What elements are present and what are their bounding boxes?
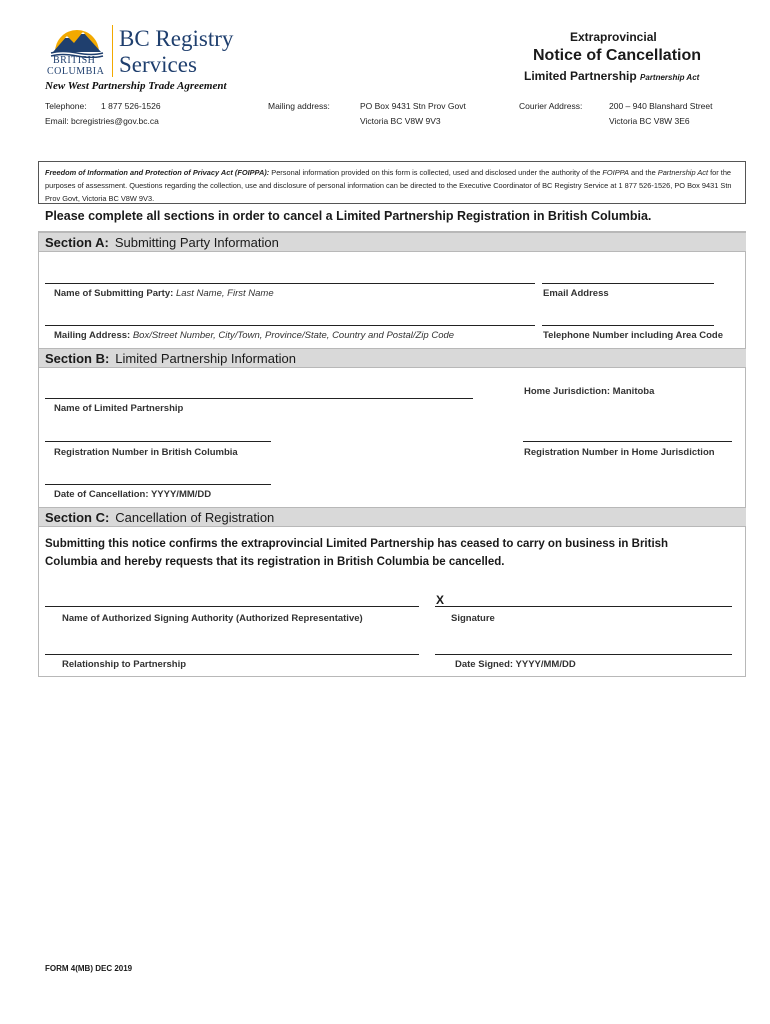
submitting-party-name-field[interactable] [45,283,535,284]
foippa-partnership-act: Partnership Act [657,168,709,177]
mailing-address-label: Mailing address: [268,101,330,111]
telephone-value: 1 877 526-1526 [101,101,161,111]
email-address-field[interactable] [542,283,714,284]
submitting-party-name-label [54,288,274,299]
instruction-text: Please complete all sections in order to cancel a Limited Partnership Registration in British Columbia. [45,209,652,223]
bc-registration-number-field[interactable] [45,441,271,442]
cancellation-date-field[interactable] [45,484,271,485]
bc-sun-mountain-icon [47,22,107,58]
telephone-number-label: Telephone Number including Area Code [543,330,723,341]
section-b-code: Section B: [45,351,110,366]
foippa-text2: and the [631,168,656,177]
section-c-header [39,507,746,527]
form-title: Notice of Cancellation [533,47,702,64]
form-subtitle-act: Partnership Act [640,73,700,82]
submitting-party-name-label-text: Name of Submitting Party: [54,288,174,299]
section-b-title: Limited Partnership Information [115,351,296,366]
section-c-code: Section C: [45,510,110,525]
logo-brand-line1: BC Registry [119,26,234,51]
home-registration-number-field[interactable] [523,441,732,442]
home-jurisdiction-label: Home Jurisdiction: Manitoba [524,386,655,397]
telephone-number-field[interactable] [542,325,714,326]
foippa-heading: Freedom of Information and Protection of Privacy Act (FOIPPA): [45,168,270,177]
mailing-address-line2: Victoria BC V8W 9V3 [360,116,441,126]
courier-address-line2: Victoria BC V8W 3E6 [609,116,690,126]
section-a-header [39,232,746,252]
limited-partnership-name-field[interactable] [45,398,473,399]
mailing-address-field[interactable] [45,325,535,326]
mailing-address-hint: Box/Street Number, City/Town, Province/State, Country and Postal/Zip Code [132,330,455,341]
form-code: FORM 4(MB) DEC 2019 [45,964,133,973]
signing-authority-name-field[interactable] [45,606,419,607]
telephone-label: Telephone: [45,101,87,111]
logo-divider [112,25,113,77]
foippa-text1: Personal information provided on this form is collected, used and disclosed under the authority of the [271,168,601,177]
cancellation-date-label: Date of Cancellation: YYYY/MM/DD [54,489,212,500]
signature-field[interactable] [435,606,732,607]
pre-title: Extraprovincial [570,30,657,44]
home-registration-number-label: Registration Number in Home Jurisdiction [524,447,715,458]
form-subtitle [524,69,699,83]
signing-authority-name-label: Name of Authorized Signing Authority (Authorized Representative) [62,613,363,624]
logo-brand-line2: Services [119,52,197,77]
courier-address-label: Courier Address: [519,101,583,111]
limited-partnership-name-label: Name of Limited Partnership [54,403,184,414]
mailing-address-field-label [54,330,454,341]
relationship-field[interactable] [45,654,419,655]
logo-province-line2: COLUMBIA [47,66,105,77]
mailing-address-line1: PO Box 9431 Stn Prov Govt [360,101,466,111]
section-b-header [39,348,746,368]
bc-registration-number-label: Registration Number in British Columbia [54,447,238,458]
cancellation-statement: Submitting this notice confirms the extraprovincial Limited Partnership has ceased to carry on business in British Columbia and hereby requests that its registration in British Columbia be cancelled. [45,538,669,568]
agreement-title: New West Partnership Trade Agreement [45,80,227,92]
section-c-title: Cancellation of Registration [115,510,275,525]
mailing-address-label-text: Mailing Address: [54,330,131,341]
relationship-label: Relationship to Partnership [62,659,187,670]
form-subtitle-text: Limited Partnership [524,69,637,83]
foippa-ref: FOIPPA [602,168,629,177]
foippa-notice [38,161,746,204]
foippa-text3: for the purposes of assessment. Questions regarding the collection, use and disclosure of personal information can be directed to the Executive Coordinator of BC Registry Service at 1 877 526-1526, PO Box 9431 Stn Prov Govt, Victoria BC V8W 9V3. [45,168,732,203]
date-signed-field[interactable] [435,654,732,655]
date-signed-label: Date Signed: YYYY/MM/DD [455,659,576,670]
email-address-label: Email Address [543,288,609,299]
email-contact: Email: bcregistries@gov.bc.ca [45,116,159,126]
section-a-code: Section A: [45,235,109,250]
submitting-party-name-hint: Last Name, First Name [175,288,274,299]
logo-province-line1: BRITISH [53,55,96,66]
bc-logo [45,22,240,80]
signature-label: Signature [451,613,495,624]
courier-address-line1: 200 – 940 Blanshard Street [609,101,713,111]
signature-x-mark: X [436,593,445,607]
section-a-title: Submitting Party Information [114,235,279,250]
